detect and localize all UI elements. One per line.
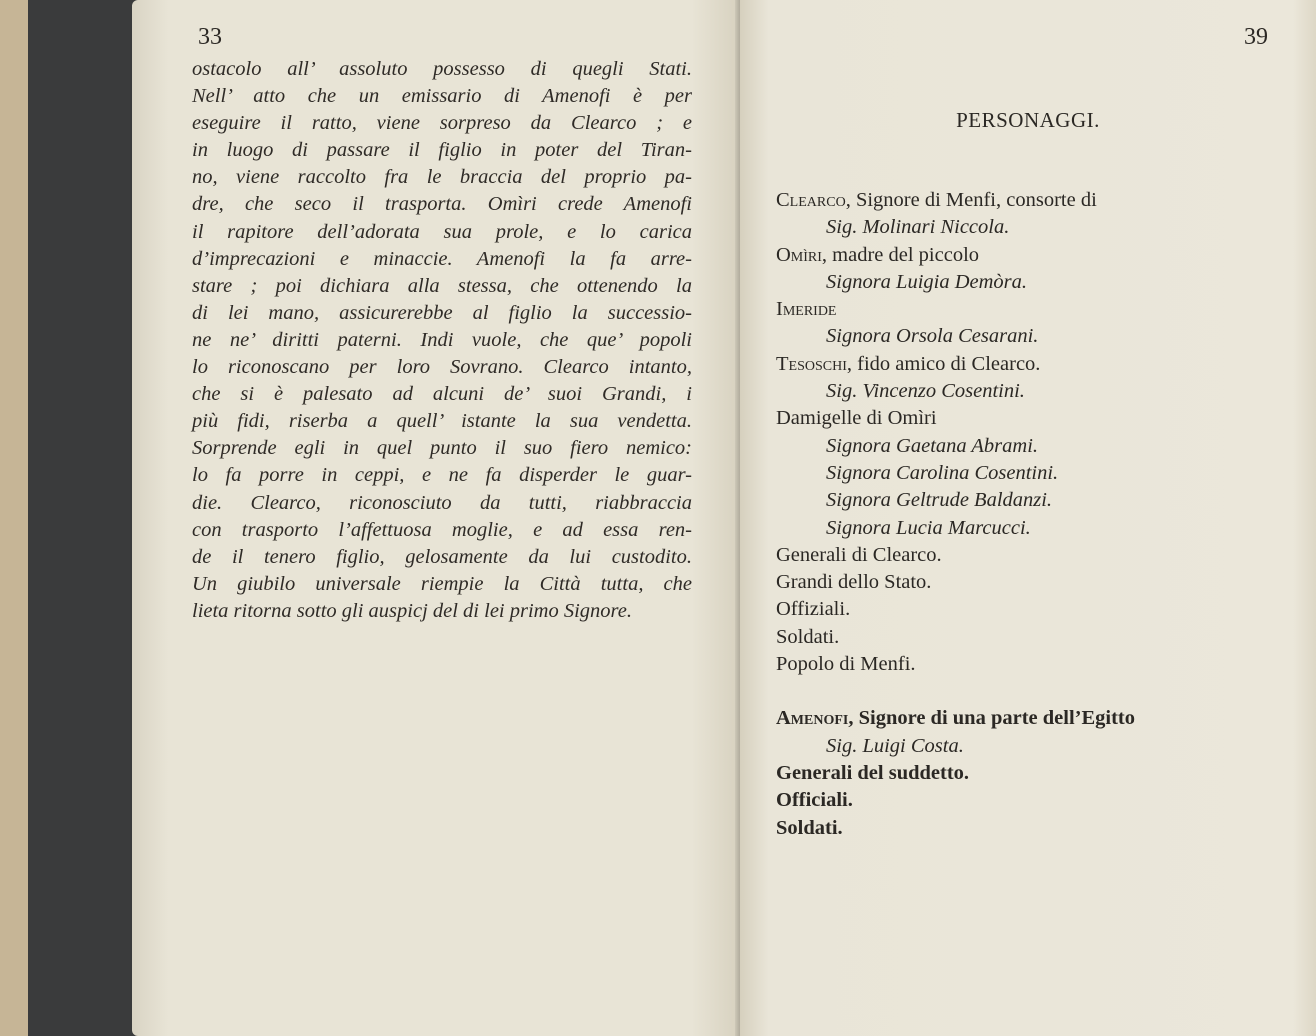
- body-line: dre, che seco il trasporta. Omìri crede Amenofi: [192, 193, 692, 216]
- body-line: che si è palesato ad alcuni de’ suoi Grandi, i: [192, 383, 692, 406]
- body-line: ne ne’ diritti paterni. Indi vuole, che que’ popoli: [192, 328, 692, 351]
- performer-name: Signora Lucia Marcucci.: [826, 516, 1031, 539]
- performer-name: Sig. Molinari Niccola.: [826, 216, 1010, 239]
- left-page-number: 33: [198, 24, 222, 50]
- body-line: lieta ritorna sotto gli auspicj del di lei primo Signore.: [192, 599, 632, 622]
- character-name: Omìri: [776, 243, 822, 266]
- body-line: ostacolo all’ assoluto possesso di quegli Stati.: [192, 58, 692, 80]
- body-line: eseguire il ratto, viene sorpreso da Clearco ; e: [192, 112, 692, 135]
- cast-group: Soldati.: [776, 816, 843, 839]
- body-line: de il tenero figlio, gelosamente da lui custodito.: [192, 545, 692, 568]
- right-page: [740, 0, 1316, 1036]
- cast-role: [776, 351, 1296, 378]
- body-line: Un giubilo universale riempie la Città tutta, che: [192, 572, 692, 595]
- performer-name: Sig. Vincenzo Cosentini.: [826, 380, 1025, 403]
- cast-group: Generali del suddetto.: [776, 761, 970, 784]
- body-line: lo fa porre in ceppi, e ne fa disperder le guar-: [192, 464, 692, 487]
- cast-list: [776, 187, 1296, 842]
- performer-name: Signora Orsola Cesarani.: [826, 325, 1039, 348]
- body-line: Nell’ atto che un emissario di Amenofi è per: [192, 85, 692, 108]
- performer-name: Signora Gaetana Abrami.: [826, 434, 1039, 457]
- body-line: con trasporto l’affettuosa moglie, e ad essa ren-: [192, 518, 692, 541]
- cast-group: Popolo di Menfi.: [776, 653, 916, 676]
- cast-group: Officiali.: [776, 789, 853, 812]
- body-line: Sorprende egli in quel punto il suo fiero nemico:: [192, 437, 692, 460]
- book-cover-board: [28, 0, 138, 1036]
- cast-role: [776, 242, 1296, 269]
- character-description: , Signore di una parte dell’Egitto: [848, 707, 1135, 730]
- body-line: in luogo di passare il figlio in poter del Tiran-: [192, 139, 692, 162]
- character-description: , fido amico di Clearco.: [846, 352, 1041, 375]
- book-cover-edge: [0, 0, 28, 1036]
- cast-spacer: [776, 678, 1296, 705]
- character-description: , Signore di Menfi, consorte di: [845, 189, 1097, 211]
- cast-role: [776, 296, 1296, 323]
- cast-group: Generali di Clearco.: [776, 543, 942, 566]
- character-description: , madre del piccolo: [821, 243, 980, 266]
- body-line: d’imprecazioni e minaccie. Amenofi la fa arre-: [192, 247, 692, 270]
- performer-name: Sig. Luigi Costa.: [826, 734, 964, 757]
- cast-group: Soldati.: [776, 625, 840, 648]
- cast-group: Grandi dello Stato.: [776, 571, 932, 594]
- cast-heading: PERSONAGGI.: [956, 108, 1100, 132]
- character-name: Clearco: [776, 189, 846, 211]
- performer-name: Signora Luigia Demòra.: [826, 270, 1028, 293]
- left-page-body: [192, 56, 692, 625]
- body-line: più fidi, riserba a quell’ istante la sua vendetta.: [192, 410, 692, 433]
- body-line: no, viene raccolto fra le braccia del proprio pa-: [192, 166, 692, 189]
- right-page-number: 39: [1244, 24, 1268, 50]
- character-name: Tesoschi: [776, 352, 847, 375]
- body-line: lo riconoscano per loro Sovrano. Clearco intanto,: [192, 356, 692, 379]
- cast-role: [776, 187, 1296, 214]
- performer-name: Signora Geltrude Baldanzi.: [826, 489, 1053, 512]
- cast-group: Damigelle di Omìri: [776, 407, 937, 430]
- performer-name: Signora Carolina Cosentini.: [826, 461, 1059, 484]
- character-name: Imeride: [776, 298, 837, 321]
- body-line: il rapitore dell’adorata sua prole, e lo carica: [192, 220, 692, 243]
- cast-role: [776, 705, 1296, 732]
- left-page: [132, 0, 740, 1036]
- body-line: di lei mano, assicurerebbe al figlio la successio-: [192, 301, 692, 324]
- body-line: die. Clearco, riconosciuto da tutti, riabbraccia: [192, 491, 692, 514]
- body-line: stare ; poi dichiara alla stessa, che ottenendo la: [192, 274, 692, 297]
- cast-group: Offiziali.: [776, 598, 851, 621]
- character-name: Amenofi: [776, 707, 849, 730]
